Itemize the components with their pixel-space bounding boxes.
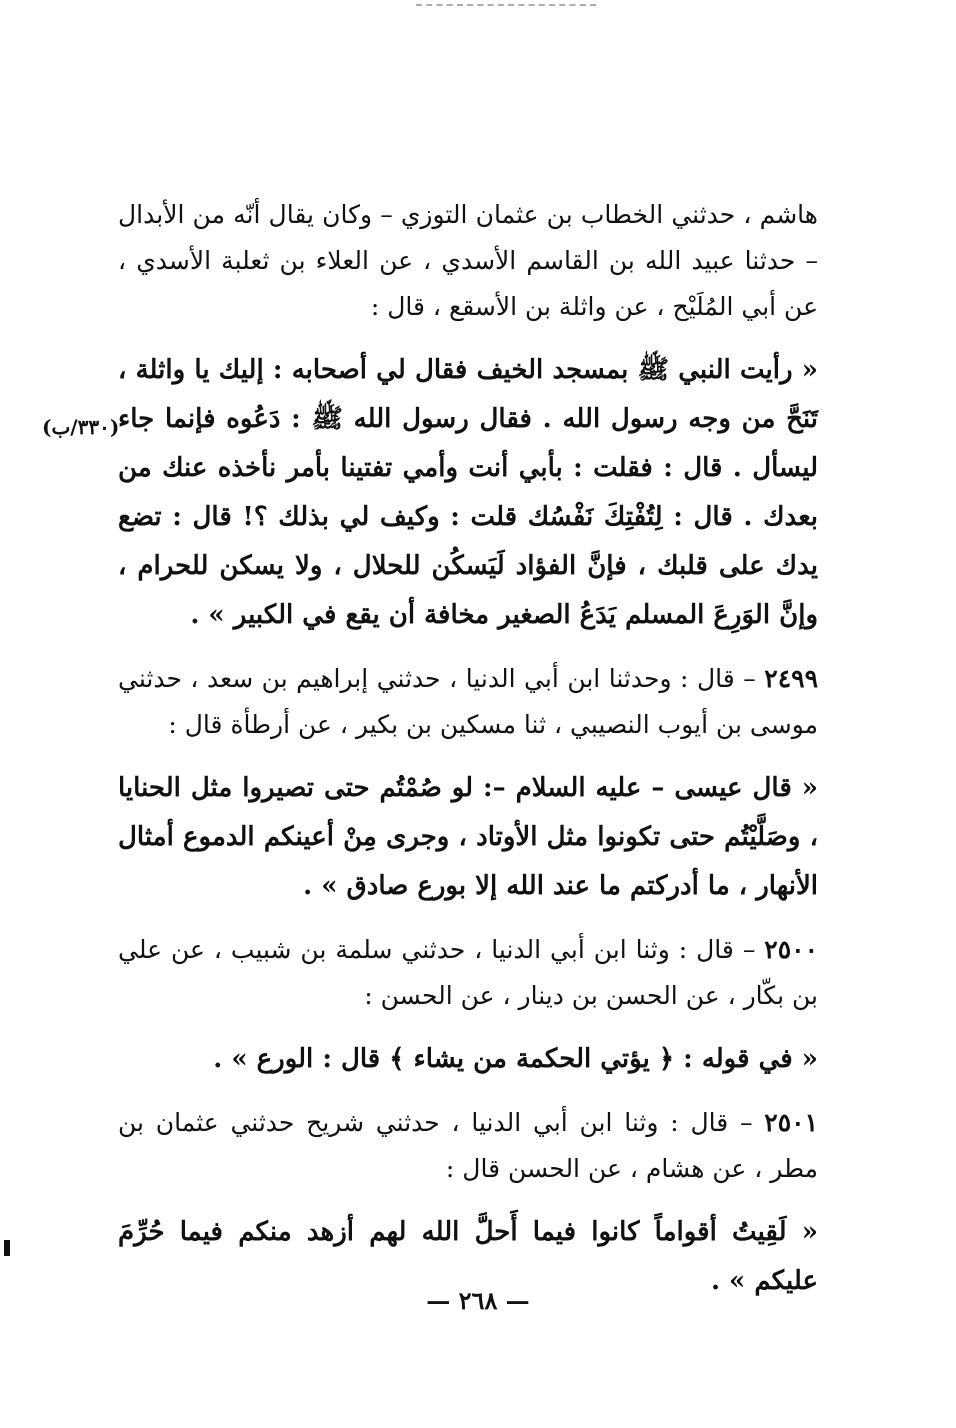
hadith-number: ٢٥٠١ <box>764 1108 818 1137</box>
paragraph-4-quote <box>118 764 818 911</box>
paragraph-text: – قال : وثنا ابن أبي الدنيا ، حدثني سلمة بن شبيب ، عن علي بن بكّار ، عن الحسن بن دينار ، عن الحسن : <box>118 935 818 1010</box>
paragraph-6-quote <box>118 1035 818 1084</box>
paragraph-text: « قال عيسى – عليه السلام –: لو صُمْتُم حتى تصيروا مثل الحنايا ، وصَلَّيْتُم حتى تكونوا مثل الأوتاد ، وجرى مِنْ أعينكم الدموع أمثال الأنهار ، ما أدركتم ما عند الله إلا بورع صادق » . <box>118 773 818 901</box>
manuscript-folio-note: (٣٣٠/ب) <box>42 415 120 439</box>
hadith-number: ٢٤٩٩ <box>764 664 818 693</box>
paragraph-text: « رأيت النبي ﷺ بمسجد الخيف فقال لي أصحابه : إليك يا واثلة ، تَنَحَّ من وجه رسول الله . فقال رسول الله ﷺ : دَعُوه فإنما جاء ليسأل . قال : فقلت : بأبي أنت وأمي تفتينا بأمر نأخذه عنك من بعدك . قال : لِتُفْتِكَ نَفْسُك قلت : وكيف لي بذلك ؟! قال : تضع يدك على قلبك ، فإنَّ الفؤاد لَيَسكُن للحلال ، ولا يسكن للحرام ، وإنَّ الوَرِعَ المسلم يَدَعُ الصغير مخافة أن يقع في الكبير » . <box>118 355 818 630</box>
hadith-number: ٢٥٠٠ <box>764 935 818 964</box>
paragraph-text: « لَقِيتُ أقواماً كانوا فيما أَحلَّ الله لهم أزهد منكم فيما حُرِّمَ عليكم » . <box>118 1217 818 1296</box>
paragraph-text: « في قوله : ﴿ يؤتي الحكمة من يشاء ﴾ قال : الورع » . <box>213 1044 818 1074</box>
paragraph-2500 <box>118 927 818 1019</box>
page-number: — ٢٦٨ — <box>426 1286 530 1315</box>
paragraph-text: – قال : وحدثنا ابن أبي الدنيا ، حدثني إبراهيم بن سعد ، حدثني موسى بن أيوب النصيبي ، ثنا مسكين بن بكير ، عن أرطأة قال : <box>118 664 818 739</box>
page-body <box>118 192 818 1322</box>
paragraph-text: – قال : وثنا ابن أبي الدنيا ، حدثني شريح حدثني عثمان بن مطر ، عن هشام ، عن الحسن قال : <box>118 1108 818 1183</box>
paragraph-2-quote <box>118 346 818 640</box>
top-header-marks <box>416 4 596 12</box>
paragraph-2499 <box>118 656 818 748</box>
paragraph-text: هاشم ، حدثني الخطاب بن عثمان التوزي – وكان يقال أنّه من الأبدال – حدثنا عبيد الله بن القاسم الأسدي ، عن العلاء بن ثعلبة الأسدي ، عن أبي المُلَيْح ، عن واثلة بن الأسقع ، قال : <box>118 200 818 321</box>
paragraph-2501 <box>118 1100 818 1192</box>
margin-mark <box>4 1240 10 1256</box>
paragraph-1 <box>118 192 818 330</box>
